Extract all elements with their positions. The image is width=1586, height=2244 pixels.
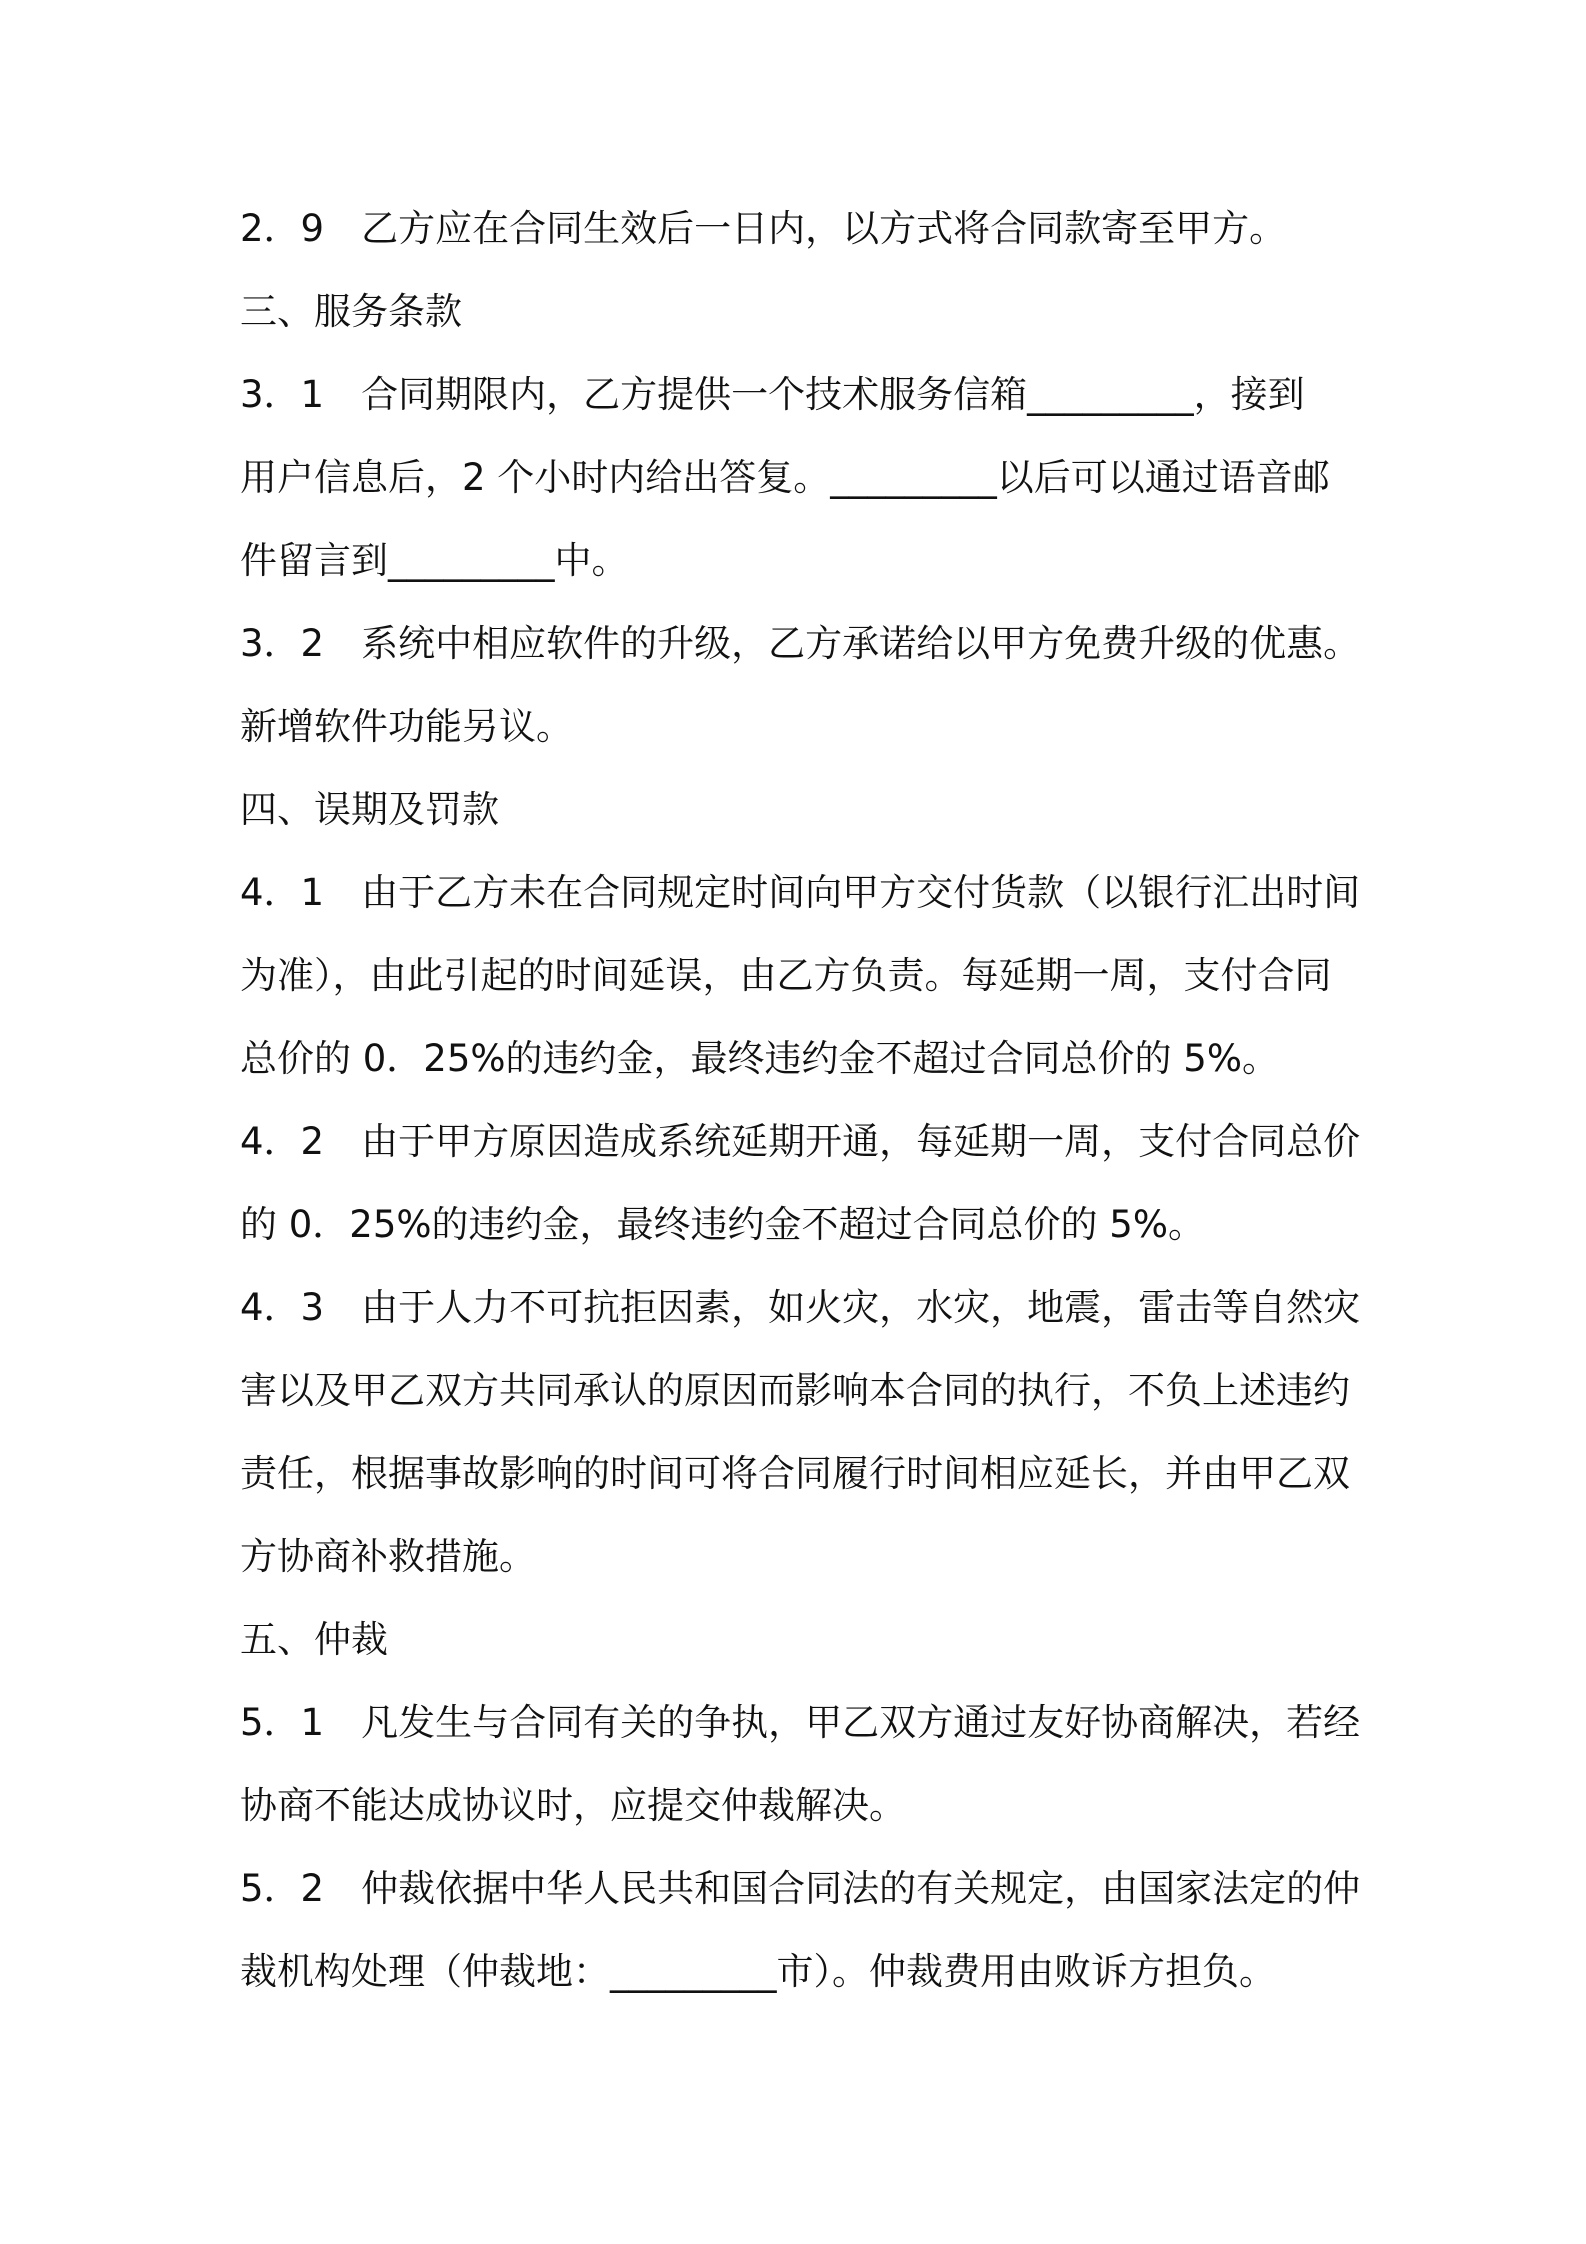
clause-4-3-line-4: 方协商补救措施。 bbox=[240, 1535, 536, 1578]
clause-3-2-line-1: 3．2 系统中相应软件的升级，乙方承诺给以甲方免费升级的优惠。 bbox=[240, 622, 1361, 665]
section-4-heading: 四、误期及罚款 bbox=[240, 788, 499, 831]
clause-4-3-line-1: 4．3 由于人力不可抗拒因素，如火灾，水灾，地震，雷击等自然灾 bbox=[240, 1286, 1361, 1329]
clause-2-9-line: 2．9 乙方应在合同生效后一日内，以方式将合同款寄至甲方。 bbox=[240, 207, 1287, 250]
clause-4-3-line-2: 害以及甲乙双方共同承认的原因而影响本合同的执行，不负上述违约 bbox=[240, 1369, 1350, 1412]
clause-5-1-line-2: 协商不能达成协议时，应提交仲裁解决。 bbox=[240, 1784, 906, 1827]
clause-5-1-line-1: 5．1 凡发生与合同有关的争执，甲乙双方通过友好协商解决，若经 bbox=[240, 1701, 1361, 1744]
clause-4-1-line-2: 为准），由此引起的时间延误，由乙方负责。每延期一周，支付合同 bbox=[240, 954, 1332, 997]
section-3-heading: 三、服务条款 bbox=[240, 290, 462, 333]
clause-4-2-line-2: 的 0．25%的违约金，最终违约金不超过合同总价的 5%。 bbox=[240, 1203, 1205, 1246]
clause-5-2-line-1: 5．2 仲裁依据中华人民共和国合同法的有关规定，由国家法定的仲 bbox=[240, 1867, 1361, 1910]
clause-4-3-line-3: 责任，根据事故影响的时间可将合同履行时间相应延长，并由甲乙双 bbox=[240, 1452, 1350, 1495]
clause-5-2-line-2: 裁机构处理（仲裁地：_________市）。仲裁费用由败诉方担负。 bbox=[240, 1950, 1276, 1993]
clause-3-1-line-1: 3．1 合同期限内，乙方提供一个技术服务信箱_________，接到 bbox=[240, 373, 1305, 416]
clause-4-2-line-1: 4．2 由于甲方原因造成系统延期开通，每延期一周，支付合同总价 bbox=[240, 1120, 1361, 1163]
section-5-heading: 五、仲裁 bbox=[240, 1618, 388, 1661]
clause-3-2-line-2: 新增软件功能另议。 bbox=[240, 705, 573, 748]
clause-4-1-line-1: 4．1 由于乙方未在合同规定时间向甲方交付货款（以银行汇出时间 bbox=[240, 871, 1361, 914]
clause-3-1-line-3: 件留言到_________中。 bbox=[240, 539, 629, 582]
clause-3-1-line-2: 用户信息后，2 个小时内给出答复。_________以后可以通过语音邮 bbox=[240, 456, 1330, 499]
clause-4-1-line-3: 总价的 0．25%的违约金，最终违约金不超过合同总价的 5%。 bbox=[240, 1037, 1279, 1080]
